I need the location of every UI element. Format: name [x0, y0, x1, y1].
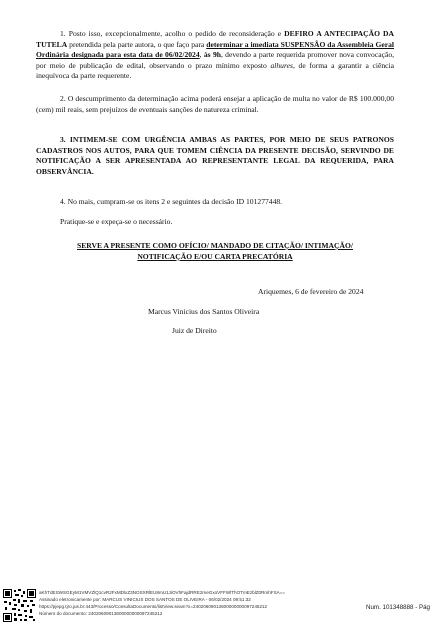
p1-time: às 9h	[203, 50, 221, 60]
p1-text-5: , de forma a garantir a ciência inequívoca da parte requerente.	[36, 60, 394, 81]
p1-text-1: 1. Posto isso, excepcionalmente, acolho o pedido de reconsideração e	[60, 29, 285, 38]
p1-text-4: , devendo a parte requerida promover nova convocação, por meio de publicação de edital, observando o prazo mínimo exposto	[36, 50, 395, 70]
p1-defiro: DEFIRO A ANTECIPAÇÃO DA TUTELA	[36, 29, 394, 49]
serve-line-2: NOTIFICAÇÃO E/OU CARTA PRECATÓRIA	[137, 252, 293, 261]
paragraph-1	[36, 29, 394, 82]
footer-hash: aKhTdESWSGEyM1VMVZlQ1cvR2FxMDlxZ3NOSXRlEU8mU1JiOVhFajdRRE2meGxoVFFWlThOTmEzblZ0RmhFSA==	[39, 590, 286, 595]
paragraph-5: Pratique-se e expeça-se o necessário.	[60, 217, 173, 226]
footer-url[interactable]: https://pjepg.tjro.jus.br:443/Processo/ConsultaDocumento/listView.seam?x=24020609013600000000097245212	[39, 604, 268, 609]
p1-alhures: alhures	[270, 60, 293, 70]
p1-text-2: pretendida pela parte autora, o que faço para	[67, 39, 207, 49]
footer-doc-number: Número do documento: 24020609013600000000097245212	[39, 611, 163, 616]
qr-code-icon	[3, 589, 36, 622]
footer-signed-by: Assinado eletronicamente por: MARCUS VINICIUS DOS SANTOS DE OLIVEIRA - 06/02/2024 09:51:32	[39, 597, 251, 602]
signer-title: Juiz de Direito	[172, 326, 217, 335]
signer-name: Marcus Vinicius dos Santos Oliveira	[148, 307, 260, 316]
page-number: Num. 101348888 - Pág	[366, 604, 430, 611]
paragraph-4: 4. No mais, cumpram-se os itens 2 e seguintes da decisão ID 101277448.	[60, 197, 283, 206]
p1-determinar: determinar a imediata SUSPENSÃO da Assembleia Geral Ordinária designada para esta data de 06/02/2024	[36, 39, 394, 60]
paragraph-3: 3. INTIMEM-SE COM URGÊNCIA AMBAS AS PARTES, POR MEIO DE SEUS PATRONOS CADASTROS NOS AUTOS, PARA QUE TOMEM CIÊNCIA DA PRESENTE DECISÃO, SERVINDO DE NOTIFICAÇÃO A SER APRESENTADA AO REPRESENTANTE LEGAL DA REQUERIDA, PARA OBSERVÂNCIA.	[36, 135, 394, 176]
paragraph-2: 2. O descumprimento da determinação acima poderá ensejar a aplicação de multa no valor de R$ 100.000,00 (cem) mil reais, sem prejuízos de eventuais sanções de natureza criminal.	[36, 94, 394, 114]
serve-line-1: SERVE A PRESENTE COMO OFÍCIO/ MANDADO DE CITAÇÃO/ INTIMAÇÃO/	[77, 241, 353, 250]
p1-text-3: ,	[199, 50, 204, 60]
date-place: Ariquemes, 6 de fevereiro de 2024	[258, 287, 364, 296]
